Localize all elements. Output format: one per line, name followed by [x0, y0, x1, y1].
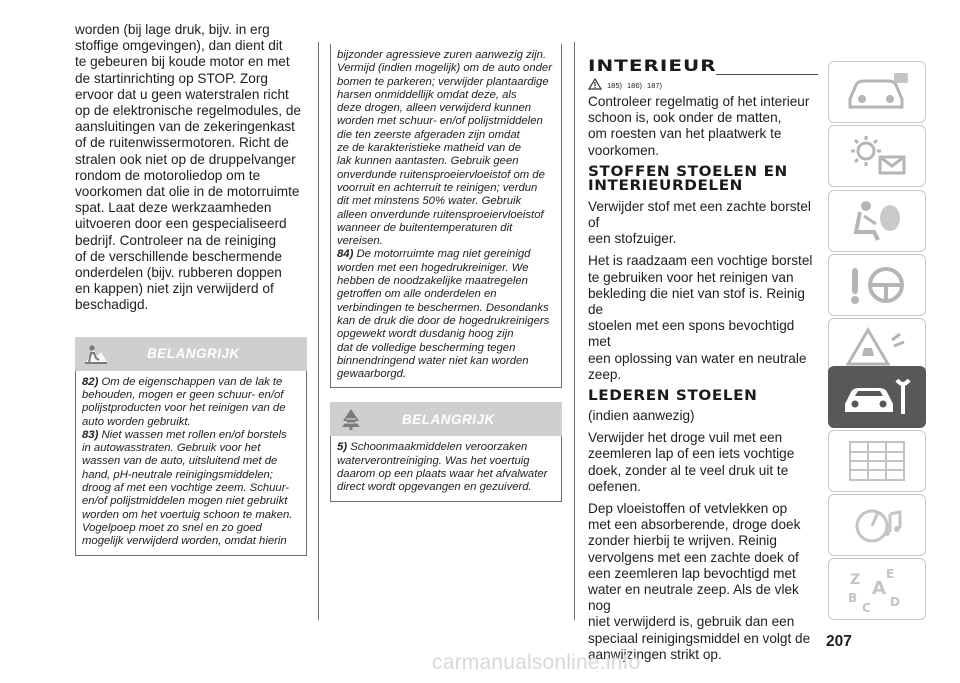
text-line: verbindingen te beschermen. Desondanks — [337, 301, 549, 314]
title-line: INTERIEURDELEN — [588, 176, 743, 194]
text-line: bomen te parkeren; verwijder plantaardige — [337, 75, 549, 88]
warning-box-1 — [75, 337, 307, 556]
text-line: of de verschillende beschermende — [75, 248, 283, 264]
section-title-stoffen — [588, 162, 818, 194]
text-line: een stofzuiger. — [588, 231, 677, 247]
warning-title: BELANGRIJK — [147, 346, 240, 362]
warning-header — [75, 337, 307, 371]
text-line: vereisen. — [337, 235, 383, 248]
page-title: INTERIEUR — [588, 56, 717, 76]
text-line: dat de volledige bescherming tegen — [337, 341, 516, 354]
text-line: bedrijf. Controleer na de reiniging — [75, 232, 277, 248]
svg-text:E: E — [886, 567, 895, 581]
text-line: doek, zonder al te veel druk uit te — [588, 462, 789, 478]
text-line: stoffige omgevingen), dan dient dit — [75, 38, 283, 54]
item-number: 5) — [337, 441, 348, 454]
text-line: die ten zeerste afgeraden zijn omdat — [337, 128, 520, 141]
text-line: in autowasstraten. Gebruik voor het — [82, 442, 261, 455]
tech-data-grid-icon[interactable] — [828, 430, 926, 492]
sun-envelope-icon[interactable] — [828, 125, 926, 187]
section-title-leder: LEDEREN STOELEN — [588, 387, 758, 404]
title-line: STOFFEN STOELEN EN — [588, 162, 788, 180]
item-number: 82) — [82, 375, 99, 388]
text-line: opgewekt wordt dusdanig hoog zijn — [337, 328, 514, 341]
warning-box-2 — [330, 402, 562, 501]
text-line: Vogelpoep moet zo snel en zo goed — [82, 521, 262, 534]
text-line: Om de eigenschappen van de lak te — [101, 375, 283, 388]
text-line: lak kunnen aantasten. Gebruik geen — [337, 155, 519, 168]
seat-airbag-icon[interactable] — [828, 190, 926, 252]
text-line: voorkomen. — [588, 142, 660, 158]
text-line: wanneer de buitentemperaturen dit — [337, 221, 513, 234]
text-line: vervolgens met een zachte doek of — [588, 549, 799, 565]
text-line: te gebruiken voor het reinigen van — [588, 269, 794, 285]
column-2 — [330, 44, 562, 502]
section2-paragraph-2 — [588, 501, 818, 663]
text-line: voorkomen dat olie in de motorruimte — [75, 184, 300, 200]
text-line: waterverontreiniging. Was het voertuig — [337, 454, 530, 467]
text-line: getroffen om alle onderdelen en — [337, 288, 497, 301]
text-line: worden (bij lage druk, bijv. in erg — [75, 22, 270, 37]
warning-item-84 — [337, 248, 555, 381]
text-line: onderdelen (bijv. rubberen doppen — [75, 265, 282, 281]
text-line: beschadigd. — [75, 297, 149, 313]
text-line: zeemleren lap of een iets vochtige — [588, 446, 795, 462]
text-line: zeep. — [588, 366, 622, 382]
column-1 — [75, 22, 307, 556]
warning-person-icon — [83, 342, 109, 371]
text-line: direct wordt opgevangen en gezuiverd. — [337, 481, 532, 494]
text-line: op de elektronische regelmodules, de — [75, 103, 301, 119]
text-line: deze drogen, alleen verwijderd kunnen — [337, 102, 532, 115]
item-number: 83) — [82, 428, 99, 441]
warning-header — [330, 402, 562, 436]
section2-paragraph-1 — [588, 430, 818, 495]
text-line: dit met minstens 50% water. Gebruik — [337, 195, 522, 208]
text-line: worden met een hogedrukreiniger. We — [337, 261, 529, 274]
multimedia-icon[interactable] — [828, 494, 926, 556]
text-line: worden om het voertuig schoon te maken. — [82, 508, 293, 521]
text-line: niet verwijderd is, gebruik dan een — [588, 614, 795, 630]
continuation-text — [337, 49, 555, 248]
text-line: bijzonder agressieve zuren aanwezig zijn. — [337, 49, 547, 61]
text-line: om roesten van het plaatwerk te — [588, 126, 782, 142]
car-wrench-icon[interactable] — [828, 366, 926, 428]
text-line: voorruit en achterruit te reinigen; verdun — [337, 181, 538, 194]
text-line: Controleer regelmatig of het interieur — [588, 94, 810, 109]
text-line: hebben de noodzakelijke maatregelen — [337, 275, 528, 288]
warning-triangle-icon — [588, 78, 602, 92]
col1-paragraph — [75, 22, 307, 314]
text-line: kan de druk die door de hogedrukreinigers — [337, 314, 550, 327]
column-3 — [588, 56, 818, 669]
svg-text:D: D — [890, 595, 900, 609]
section2-subtitle: (indien aanwezig) — [588, 408, 695, 424]
column-divider — [318, 42, 319, 620]
item-number: 84) — [337, 248, 354, 261]
text-line: alleen onverdunde ruitensproeiervloeistof — [337, 208, 544, 221]
text-line: of de ruitenwissermotoren. Richt de — [75, 135, 289, 151]
alphabet-index-icon[interactable] — [828, 558, 926, 620]
warning-continuation-box — [330, 44, 562, 388]
warning-item-5 — [337, 441, 555, 494]
page-number: 207 — [826, 633, 852, 650]
text-line: ervoor dat u geen waterstralen richt — [75, 86, 289, 102]
text-line: worden met schuur- en/of polijstmiddelen — [337, 115, 543, 128]
text-line: en kappen) niet zijn verwijderd of — [75, 281, 274, 297]
text-line: gewaarborgd. — [337, 368, 407, 381]
text-line: stoelen met een spons bevochtigd met — [588, 318, 795, 350]
ref-number: 185) — [607, 80, 623, 90]
section1-paragraph-2 — [588, 253, 818, 383]
text-line: Schoonmaakmiddelen veroorzaken — [350, 441, 528, 454]
text-line: een zeemleren lap bevochtigd met — [588, 565, 796, 581]
text-line: Vermijd (indien mogelijk) om de auto onder — [337, 62, 552, 75]
svg-text:B: B — [848, 591, 858, 605]
svg-text:Z: Z — [850, 572, 861, 588]
warning-item-82 — [82, 376, 300, 429]
text-line: mogelijk verwijderd worden, omdat hierin — [82, 535, 287, 548]
warning-references — [588, 78, 818, 92]
text-line: uitvoeren door een gespecialiseerd — [75, 216, 287, 232]
text-line: Verwijder het droge vuil met een — [588, 430, 783, 446]
text-line: bekleding die niet van stof is. Reinig de — [588, 285, 805, 318]
svg-text:C: C — [862, 601, 871, 614]
text-line: ze de karakteristieke matheid van de — [337, 142, 521, 155]
text-line: oefenen. — [588, 478, 641, 494]
ref-number: 187) — [647, 80, 663, 90]
text-line: behouden, mogen er geen schuur- en/of — [82, 388, 284, 401]
text-line: Het is raadzaam een vochtige borstel — [588, 253, 813, 269]
text-line: de startinrichting op STOP. Zorg — [75, 70, 268, 86]
text-line: harsen onmiddellijk omdat deze, als — [337, 88, 517, 101]
watermark: carmanualsonline.info — [432, 651, 641, 674]
warning-body — [75, 371, 307, 556]
ref-number: 186) — [627, 80, 643, 90]
column-divider — [574, 42, 575, 620]
section1-paragraph-1 — [588, 199, 818, 248]
text-line: te gebeuren bij koude motor en met — [75, 54, 290, 70]
warning-item-83 — [82, 429, 300, 549]
text-line: een oplossing van water en neutrale — [588, 350, 807, 366]
car-dashboard-icon[interactable] — [828, 61, 926, 123]
text-line: onverdunde ruitensproeiervloeistof om de — [337, 168, 545, 181]
text-line: Niet wassen met rollen en/of borstels — [101, 428, 287, 441]
text-line: spat. Laat deze werkzaamheden — [75, 200, 272, 216]
warning-body — [330, 436, 562, 501]
text-line: daarom op een plaats waar het afvalwater — [337, 468, 548, 481]
text-line: stralen ook niet op de druppelvanger — [75, 151, 296, 167]
text-line: rondom de motoroliedop om te — [75, 167, 261, 183]
text-line: en/of polijstmiddelen mogen niet gebruikt — [82, 495, 288, 508]
text-line: wassen van de auto, uitsluitend met de — [82, 455, 278, 468]
text-line: Dep vloeistoffen of vetvlekken op — [588, 501, 788, 517]
text-line: Verwijder stof met een zachte borstel of — [588, 198, 811, 231]
text-line: aanwijzingen strikt op. — [588, 646, 722, 662]
text-line: schoon is, ook onder de matten, — [588, 110, 782, 126]
text-line: De motorruimte mag niet gereinigd — [356, 248, 531, 261]
intro-paragraph — [588, 94, 818, 159]
steering-wheel-key-icon[interactable] — [828, 254, 926, 316]
environment-tree-icon — [338, 407, 364, 436]
text-line: aansluitingen van de zekeringenkast — [75, 119, 295, 135]
text-line: zonder hierbij te wrijven. Reinig — [588, 533, 777, 549]
text-line: droog af met een vochtige zeem. Schuur- — [82, 482, 290, 495]
text-line: binnendringend water niet kan worden — [337, 354, 529, 367]
text-line: polijstproducten voor het reinigen van de — [82, 402, 286, 415]
text-line: met een absorberende, droge doek — [588, 517, 801, 533]
text-line: auto worden gebruikt. — [82, 415, 191, 428]
warning-title: BELANGRIJK — [402, 411, 495, 427]
text-line: speciaal reinigingsmiddel en volgt de — [588, 630, 811, 646]
svg-text:A: A — [872, 578, 886, 599]
text-line: hand, pH-neutrale reinigingsmiddelen; — [82, 468, 273, 481]
text-line: water en neutrale zeep. Als de vlek nog — [588, 582, 799, 614]
